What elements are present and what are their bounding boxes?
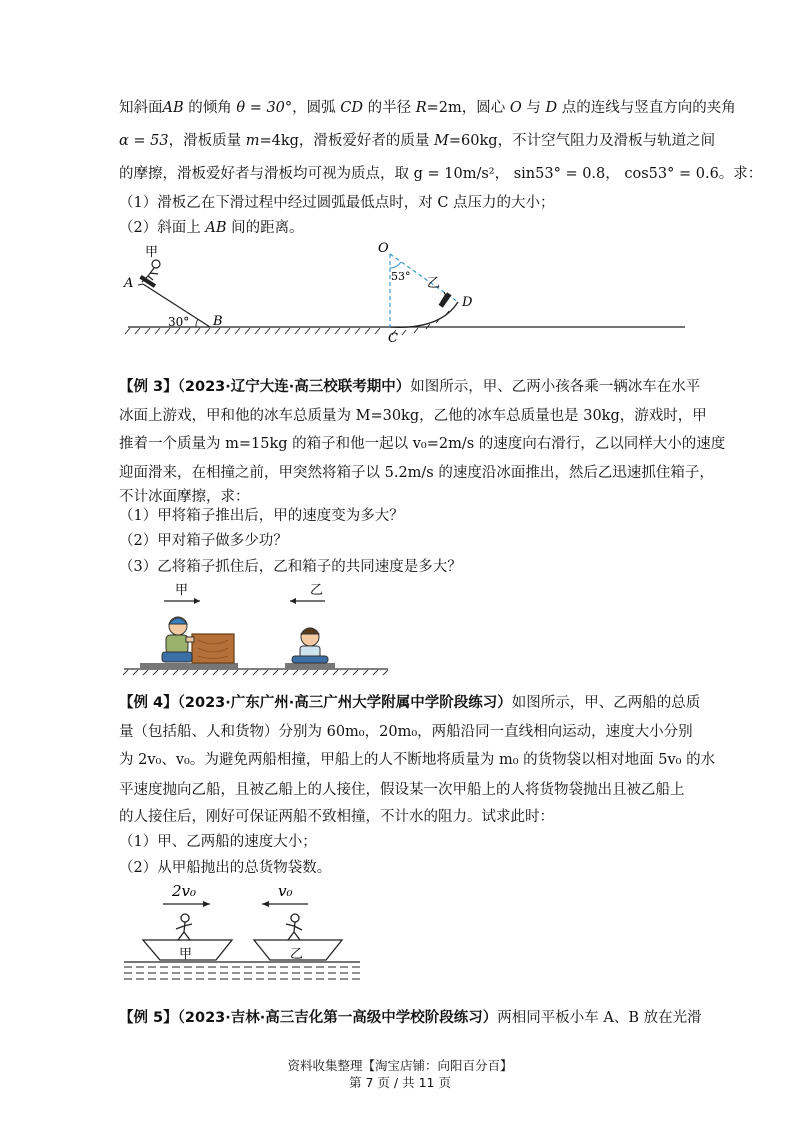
text: ，: [494, 166, 514, 182]
skater-yi-icon: [439, 292, 450, 307]
example4-line-2: 量（包括船、人和货物）分别为 60m₀，20m₀，两船沿同一直线相向运动，速度大小分别: [119, 724, 693, 740]
label-jia: 甲: [145, 245, 159, 260]
ground-hatching: [125, 328, 380, 334]
fig3-v-right: v₀: [278, 882, 293, 900]
sled-yi: [285, 663, 335, 669]
arc-cd: [390, 302, 458, 327]
text: 的半径: [363, 100, 416, 116]
figure-incline-arc: [0, 238, 800, 358]
text: 点的连线与竖直方向的夹角: [557, 100, 736, 116]
var: R: [415, 100, 427, 116]
fig2-label-yi: 乙: [310, 583, 324, 598]
figure-boats: [0, 878, 800, 998]
example3-line-3: 推着一个质量为 m=15kg 的箱子和他一起以 v₀=2m/s 的速度向右滑行，乙以同样大小的速度: [119, 436, 726, 452]
text: 。求：: [718, 166, 763, 182]
problem-line-3: [119, 164, 762, 184]
label-d: D: [462, 295, 473, 310]
figure-ice-sleds: [0, 580, 800, 680]
formula: cos53° = 0.6: [624, 166, 719, 182]
example-source: （2023·广东广州·高三广州大学附属中学阶段练习）: [177, 695, 512, 711]
question-1: （1）滑板乙在下滑过程中经过圆弧最低点时，对 C 点压力的大小；: [119, 195, 555, 211]
var: D: [545, 100, 558, 116]
example4-line-3: 为 2v₀、v₀。为避免两船相撞，甲船上的人不断地将质量为 m₀ 的货物袋以相对地面 5v₀ 的水: [119, 752, 716, 768]
var: m: [245, 133, 260, 149]
label-53: 53°: [391, 270, 411, 283]
ice-hatching: [123, 670, 388, 675]
text: 的摩擦，滑板爱好者与滑板均可视为质点，取: [119, 166, 414, 182]
label-c: C: [388, 331, 398, 346]
text: =4kg，滑板爱好者的质量: [259, 133, 435, 149]
example3-question-3: （3）乙将箱子抓住后，乙和箱子的共同速度是多大？: [119, 559, 462, 575]
skater-jia-icon: [140, 260, 160, 287]
label-30: 30°: [168, 315, 190, 329]
example4-line-5: 的人接住后，刚好可保证两船不致相撞，不计水的阻力。试求此时：: [119, 809, 554, 825]
text: 两相同平板小车 A、B 放在光滑: [497, 1010, 702, 1026]
fig2-label-jia: 甲: [175, 583, 189, 598]
example3-line-2: 冰面上游戏，甲和他的冰车总质量为 M=30kg，乙他的冰车总质量也是 30kg，游戏时，甲: [119, 408, 707, 424]
question-2: [119, 218, 304, 238]
label-a: A: [124, 276, 134, 291]
example4-question-2: （2）从甲船抛出的总货物袋数。: [119, 860, 332, 876]
child-yi-icon: [292, 628, 328, 663]
var: O: [509, 100, 522, 116]
example3-line-5: 不计冰面摩擦，求：: [119, 489, 250, 505]
arrow-right-head: [194, 598, 200, 604]
person-yi-icon: [286, 914, 302, 940]
problem-line-1: [119, 98, 736, 118]
example3-line-4: 迎面滑来，在相撞之前，甲突然将箱子以 5.2m/s 的速度沿冰面推出，然后乙迅速抓住箱子，: [119, 465, 714, 481]
footer-page-number: 第 7 页 / 共 11 页: [349, 1075, 451, 1090]
var: M: [434, 133, 449, 149]
boat-jia-label: 甲: [179, 947, 193, 962]
text: =60kg，不计空气阻力及滑板与轨道之间: [448, 133, 716, 149]
arrow-right-head: [203, 901, 210, 907]
text: 知斜面: [119, 100, 163, 116]
text: （2）斜面上: [119, 220, 206, 236]
example3-question-1: （1）甲将箱子推出后，甲的速度变为多大？: [119, 508, 404, 524]
var: AB: [205, 220, 227, 236]
example-tag: 【例 5】: [119, 1010, 178, 1026]
var: AB: [162, 100, 184, 116]
example3-line-1: [119, 377, 700, 397]
angle-53-arc: [390, 262, 401, 268]
person-jia-icon: [176, 914, 192, 940]
text: 间的距离。: [226, 220, 304, 236]
example-tag: 【例 3】: [119, 379, 178, 395]
problem-line-2: [119, 131, 715, 151]
example-source: （2023·辽宁大连·高三校联考期中）: [177, 379, 411, 395]
example-source: （2023·吉林·高三吉化第一高级中学校阶段练习）: [177, 1010, 498, 1026]
var: CD: [340, 100, 364, 116]
text: ，圆弧: [292, 100, 341, 116]
label-b: B: [213, 314, 223, 329]
text: 如图所示，甲、乙两小孩各乘一辆冰车在水平: [410, 379, 701, 395]
label-yi: 乙: [427, 276, 441, 291]
example3-question-2: （2）甲对箱子做多少功？: [119, 533, 288, 549]
footer-source: 资料收集整理【淘宝店铺：向阳百分百】: [287, 1058, 513, 1073]
text: ，: [605, 166, 625, 182]
arrow-left-head: [262, 901, 269, 907]
sled-jia: [140, 663, 238, 669]
example4-line-1: [119, 693, 700, 713]
example-tag: 【例 4】: [119, 695, 178, 711]
boat-yi-label: 乙: [290, 947, 304, 962]
example4-question-1: （1）甲、乙两船的速度大小；: [119, 834, 317, 850]
formula: θ = 30°: [236, 100, 293, 116]
text: 的倾角: [183, 100, 237, 116]
arc-hatch: [392, 311, 449, 335]
text: 与: [521, 100, 546, 116]
example4-line-4: 平速度抛向乙船，且被乙船上的人接住，假设某一次甲船上的人将货物袋抛出且被乙船上: [119, 782, 685, 798]
label-o: O: [378, 241, 389, 256]
incline-hatch-edge: [138, 284, 143, 285]
formula: g = 10m/s²: [413, 166, 495, 182]
child-jia-icon: [162, 617, 194, 662]
formula: α = 53: [119, 133, 169, 149]
text: 如图所示，甲、乙两船的总质: [511, 695, 701, 711]
example5-line-1: [119, 1008, 702, 1028]
text: =2m，圆心: [426, 100, 510, 116]
fig3-v-left: 2v₀: [172, 882, 197, 900]
arrow-left-head: [290, 598, 296, 604]
formula: sin53° = 0.8: [513, 166, 606, 182]
angle-30-arc: [196, 319, 198, 327]
text: ，滑板质量: [168, 133, 246, 149]
